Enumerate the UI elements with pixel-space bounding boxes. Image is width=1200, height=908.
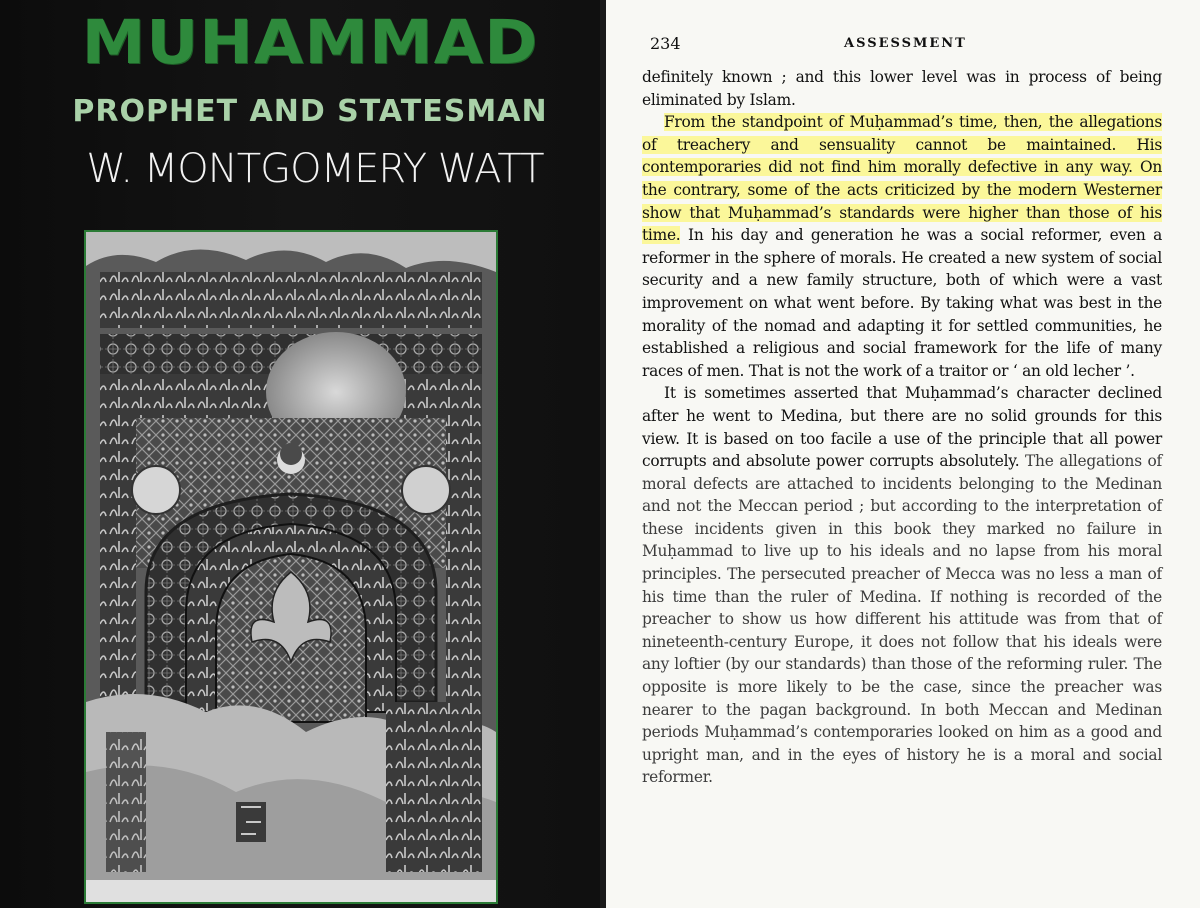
page-body	[642, 66, 1162, 789]
paragraph-1: definitely known ; and this lower level was in process of being eliminated by Islam.	[642, 68, 1162, 109]
cover-subtitle: PROPHET AND STATESMAN	[72, 94, 548, 129]
paragraph-2-rest: In his day and generation he was a social reformer, even a reformer in the sphere of morals. He created a new system of social security and a new family structure, both of which were a vast improvement on what went before. By taking what was best in the morality of the nomad and adapting it for settled communities, he established a religious and social framework for the life of many races of men. That is not the work of a traitor or ‘ an old lecher ’.	[642, 226, 1162, 380]
cover-author: W. MONTGOMERY WATT	[86, 146, 544, 192]
paragraph-2	[642, 111, 1162, 382]
page-number: 234	[650, 34, 681, 53]
page-header	[644, 34, 1164, 56]
paragraph-3	[642, 382, 1162, 789]
book-page	[600, 0, 1200, 908]
paragraph-3-start: It is sometimes asserted that Muḥammad’s character declined after he went to Medina, but there are no solid grounds for this view. It is based on too facile a use of the principle that all power corrupts and absolute power corrupts absolutely.	[642, 384, 1162, 471]
mihrab-carving-photo-icon	[86, 232, 496, 902]
running-head: ASSESSMENT	[844, 36, 967, 51]
cover-title: MUHAMMAD	[81, 7, 539, 79]
cover-photo	[84, 230, 498, 904]
highlighted-passage: From the standpoint of Muḥammad’s time, then, the allegations of treachery and sensuality cannot be maintained. His contemporaries did not find him morally defective in any way. On the contrary, some of the acts criticized by the modern Westerner show that Muḥammad’s standards were higher than those of his time.	[642, 113, 1162, 245]
paragraph-3-rest: The allegations of moral defects are attached to incidents belonging to the Medinan and not the Meccan period ; but according to the interpretation of these incidents given in this book they marked no failure in Muḥammad to live up to his ideals and no lapse from his moral principles. The persecuted preacher of Mecca was no less a man of his time than the ruler of Medina. If nothing is recorded of the preacher to show us how different his attitude was from that of nineteenth-century Europe, it does not follow that his ideals were any loftier (by our standards) than those of the reforming ruler. The opposite is more likely to be the case, since the preacher was nearer to the pagan background. In both Meccan and Medinan periods Muḥammad’s contemporaries looked on him as a good and upright man, and in the eyes of history he is a moral and social reformer.	[642, 452, 1162, 787]
